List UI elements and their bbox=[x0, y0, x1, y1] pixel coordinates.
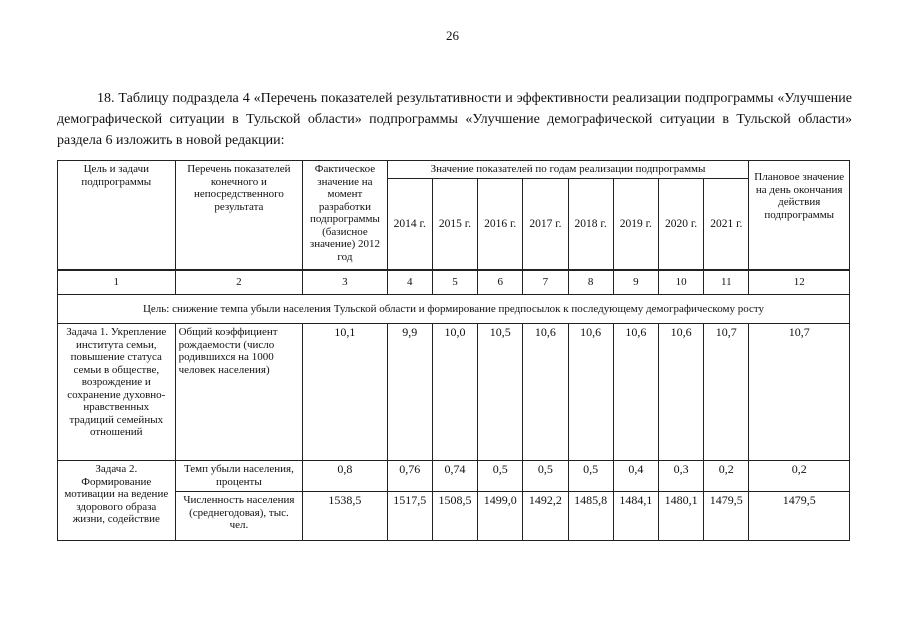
header-row-1 bbox=[58, 161, 850, 179]
column-number: 3 bbox=[303, 270, 387, 295]
column-number: 9 bbox=[613, 270, 658, 295]
year-value: 0,3 bbox=[658, 461, 703, 492]
column-number: 12 bbox=[749, 270, 850, 295]
year-value: 1499,0 bbox=[478, 492, 523, 541]
column-number: 6 bbox=[478, 270, 523, 295]
header-year: 2017 г. bbox=[523, 178, 568, 270]
year-value: 10,6 bbox=[523, 324, 568, 461]
column-number: 4 bbox=[387, 270, 432, 295]
header-year: 2019 г. bbox=[613, 178, 658, 270]
year-value: 0,5 bbox=[523, 461, 568, 492]
year-value: 1517,5 bbox=[387, 492, 432, 541]
header-indicators: Перечень показателей конечного и непосредственного результата bbox=[175, 161, 303, 271]
column-number: 7 bbox=[523, 270, 568, 295]
planned-value: 10,7 bbox=[749, 324, 850, 461]
base-value: 1538,5 bbox=[303, 492, 387, 541]
year-value: 9,9 bbox=[387, 324, 432, 461]
year-value: 10,5 bbox=[478, 324, 523, 461]
year-value: 10,6 bbox=[658, 324, 703, 461]
header-year: 2016 г. bbox=[478, 178, 523, 270]
year-value: 10,6 bbox=[568, 324, 613, 461]
base-value: 0,8 bbox=[303, 461, 387, 492]
header-actual: Фактическое значение на момент разработки подпрограммы (базисное значение) 2012 год bbox=[303, 161, 387, 271]
table-row bbox=[58, 461, 850, 492]
intro-text: 18. Таблицу подраздела 4 «Перечень показателей результативности и эффективности реализации подпрограммы «Улучшение демографической ситуации в Тульской области» подпрограммы «Улучшение демографической ситуации в Тульской области» раздела 6 изложить в новой редакции: bbox=[57, 91, 852, 148]
table-row bbox=[58, 492, 850, 541]
year-value: 1508,5 bbox=[432, 492, 477, 541]
column-number-row bbox=[58, 270, 850, 295]
indicator-name: Численность населения (среднегодовая), тыс. чел. bbox=[175, 492, 303, 541]
year-value: 0,76 bbox=[387, 461, 432, 492]
goal-row bbox=[58, 295, 850, 324]
year-value: 1480,1 bbox=[658, 492, 703, 541]
year-value: 10,6 bbox=[613, 324, 658, 461]
header-planned: Плановое значение на день окончания действия подпрограммы bbox=[749, 161, 850, 271]
year-value: 10,7 bbox=[704, 324, 749, 461]
indicator-name: Темп убыли населения, проценты bbox=[175, 461, 303, 492]
year-value: 0,4 bbox=[613, 461, 658, 492]
year-value: 0,5 bbox=[568, 461, 613, 492]
year-value: 1484,1 bbox=[613, 492, 658, 541]
planned-value: 1479,5 bbox=[749, 492, 850, 541]
header-year: 2020 г. bbox=[658, 178, 703, 270]
year-value: 10,0 bbox=[432, 324, 477, 461]
planned-value: 0,2 bbox=[749, 461, 850, 492]
goal-text: Цель: снижение темпа убыли населения Тульской области и формирование предпосылок к последующему демографическому росту bbox=[58, 295, 850, 324]
header-years-group: Значение показателей по годам реализации подпрограммы bbox=[387, 161, 749, 179]
year-value: 1492,2 bbox=[523, 492, 568, 541]
year-value: 0,2 bbox=[704, 461, 749, 492]
intro-paragraph bbox=[57, 88, 852, 151]
column-number: 11 bbox=[704, 270, 749, 295]
column-number: 2 bbox=[175, 270, 303, 295]
header-year: 2015 г. bbox=[432, 178, 477, 270]
indicators-table bbox=[57, 160, 850, 541]
page-number: 26 bbox=[446, 28, 459, 43]
year-value: 1479,5 bbox=[704, 492, 749, 541]
header-year: 2014 г. bbox=[387, 178, 432, 270]
year-value: 1485,8 bbox=[568, 492, 613, 541]
task-2-cell: Задача 2. Формирование мотивации на ведение здорового образа жизни, содействие bbox=[58, 461, 176, 541]
base-value: 10,1 bbox=[303, 324, 387, 461]
column-number: 5 bbox=[432, 270, 477, 295]
header-goal: Цель и задачи подпрограммы bbox=[58, 161, 176, 271]
task-1-cell: Задача 1. Укрепление института семьи, повышение статуса семьи в обществе, возрождение и сохранение духовно-нравственных традиций семейных отношений bbox=[58, 324, 176, 461]
column-number: 1 bbox=[58, 270, 176, 295]
column-number: 8 bbox=[568, 270, 613, 295]
header-year: 2021 г. bbox=[704, 178, 749, 270]
year-value: 0,5 bbox=[478, 461, 523, 492]
header-year: 2018 г. bbox=[568, 178, 613, 270]
year-value: 0,74 bbox=[432, 461, 477, 492]
table-row bbox=[58, 324, 850, 461]
column-number: 10 bbox=[658, 270, 703, 295]
indicator-name: Общий коэффициент рождаемости (число родившихся на 1000 человек населения) bbox=[175, 324, 303, 461]
